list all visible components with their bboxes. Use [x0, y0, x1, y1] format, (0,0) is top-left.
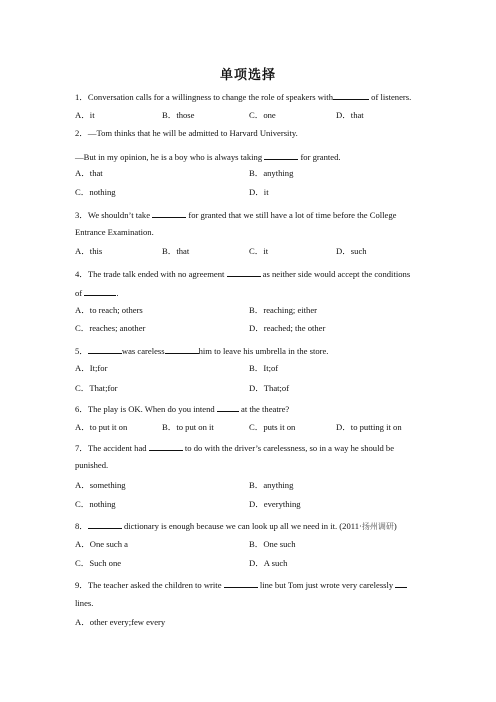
- option-c: C．one: [249, 110, 276, 120]
- stem-text: as neither side would accept the conditions: [260, 269, 411, 279]
- stem-text: was careless: [121, 346, 165, 356]
- option-a: A．it: [75, 110, 95, 120]
- option-d: D．that: [336, 110, 364, 120]
- option-a: A．to reach; others: [75, 305, 143, 315]
- question-1-stem: [75, 90, 411, 103]
- option-c: C．nothing: [75, 187, 116, 197]
- option-d: D．it: [249, 187, 269, 197]
- answer-blank: [152, 208, 186, 218]
- option-d: D．reached; the other: [249, 323, 326, 333]
- question-3-stem-cont: Entrance Examination.: [75, 227, 154, 237]
- answer-blank: [84, 286, 119, 298]
- option-a: A．that: [75, 168, 103, 178]
- stem-text: line but Tom just wrote very carelessly: [257, 580, 396, 590]
- stem-text: 3．We shouldn’t take: [75, 210, 153, 220]
- option-b: B．One such: [249, 539, 296, 549]
- option-a: A．It;for: [75, 363, 108, 373]
- question-7-stem-cont: punished.: [75, 460, 109, 470]
- option-a: A．this: [75, 246, 103, 256]
- stem-text: 9．The teacher asked the children to write: [75, 580, 224, 590]
- answer-blank: [149, 441, 183, 451]
- answer-blank: [88, 519, 122, 529]
- answer-blank: [217, 402, 239, 412]
- option-c: C．Such one: [75, 558, 122, 568]
- source-note: 扬州调研: [361, 522, 394, 531]
- option-c: C．reaches; another: [75, 323, 146, 333]
- stem-text: ): [393, 521, 397, 531]
- question-5-stem: [75, 344, 328, 357]
- option-d: D．everything: [249, 499, 301, 509]
- page-title: 单项选择: [219, 68, 276, 83]
- question-4-stem-cont: [75, 286, 118, 299]
- answer-blank: [227, 267, 261, 277]
- stem-text: 8．: [75, 521, 88, 531]
- stem-text: 7．The accident had: [75, 443, 149, 453]
- question-2-stem: 2．—Tom thinks that he will be admitted to Harvard University.: [75, 128, 298, 138]
- option-a: A．something: [75, 480, 126, 490]
- answer-blank: [264, 150, 298, 160]
- option-a: A．to put it on: [75, 422, 128, 432]
- stem-text: at the theatre?: [238, 404, 290, 414]
- question-8-stem: [75, 519, 397, 532]
- option-b: B．those: [162, 110, 195, 120]
- stem-text: .: [116, 288, 119, 298]
- answer-blank: [165, 344, 199, 354]
- option-d: D．A such: [249, 558, 288, 568]
- option-c: C．nothing: [75, 499, 116, 509]
- option-b: B．anything: [249, 168, 294, 178]
- option-b: B．It;of: [249, 363, 279, 373]
- stem-text: 5．: [75, 346, 88, 356]
- answer-blank: [224, 578, 258, 588]
- option-b: B．anything: [249, 480, 294, 490]
- stem-text: dictionary is enough because we can look up all we need in it. (2011·: [121, 521, 362, 531]
- option-d: D．to putting it on: [336, 422, 402, 432]
- option-b: B．that: [162, 246, 190, 256]
- question-3-stem: [75, 208, 396, 221]
- question-2-stem-reply: [75, 150, 341, 163]
- question-4-stem: [75, 267, 410, 280]
- stem-text: 1．Conversation calls for a willingness to change the role of speakers with: [75, 92, 333, 102]
- stem-text: 4．The trade talk ended with no agreement: [75, 269, 227, 279]
- option-c: C．puts it on: [249, 422, 296, 432]
- stem-text: for granted.: [298, 152, 341, 162]
- option-d: D．such: [336, 246, 367, 256]
- stem-text: to do with the driver’s carelessness, so in a way he should be: [182, 443, 395, 453]
- answer-blank: [333, 90, 369, 100]
- option-c: C．That;for: [75, 383, 118, 393]
- option-d: D．That;of: [249, 383, 290, 393]
- question-6-stem: [75, 402, 289, 415]
- stem-text: 6．The play is OK. When do you intend: [75, 404, 217, 414]
- option-b: B．to put on it: [162, 422, 214, 432]
- option-a: A．One such a: [75, 539, 128, 549]
- question-9-stem: [75, 578, 407, 591]
- question-9-stem-cont: lines.: [75, 598, 94, 608]
- answer-blank: [88, 344, 122, 354]
- option-a: A．other every;few every: [75, 617, 166, 627]
- stem-text: him to leave his umbrella in the store.: [198, 346, 329, 356]
- option-b: B．reaching; either: [249, 305, 318, 315]
- stem-text: —But in my opinion, he is a boy who is always taking: [75, 152, 265, 162]
- stem-text: of: [75, 288, 85, 298]
- option-c: C．it: [249, 246, 269, 256]
- stem-text: of listeners.: [369, 92, 412, 102]
- stem-text: for granted that we still have a lot of time before the College: [186, 210, 397, 220]
- question-7-stem: [75, 441, 394, 454]
- answer-blank: [395, 578, 407, 588]
